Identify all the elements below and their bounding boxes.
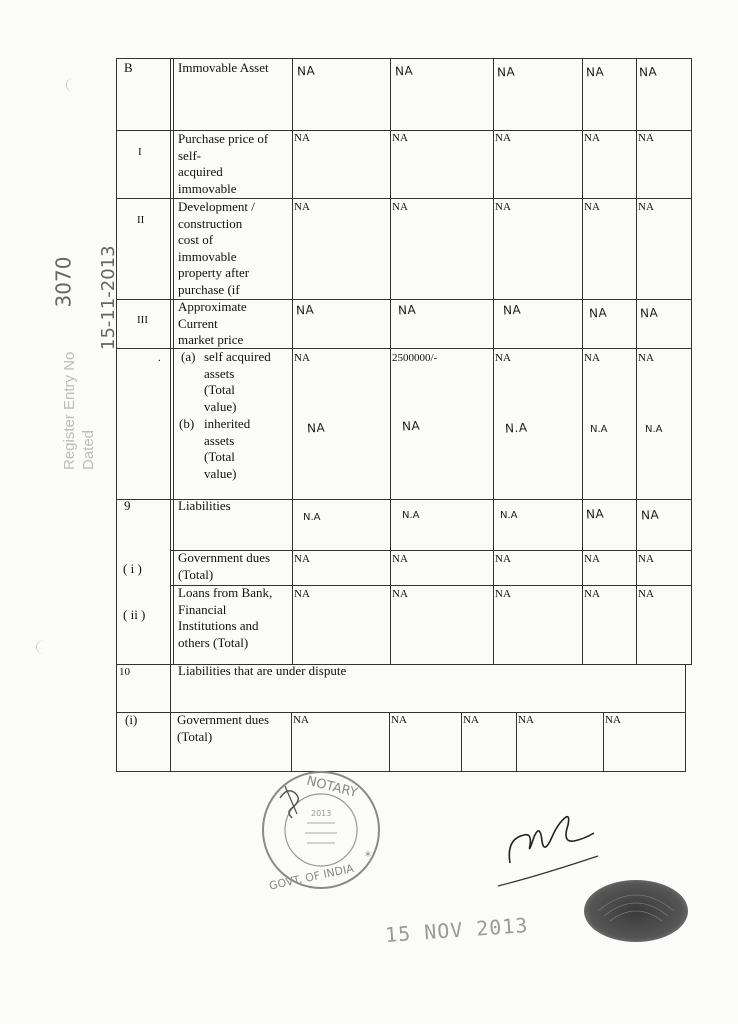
row-ii-value: NA xyxy=(584,201,600,213)
binder-hole xyxy=(66,78,81,92)
register-entry-date: 15-11-2013 xyxy=(98,245,119,350)
row-9ii-line: others (Total) xyxy=(178,634,249,650)
row-9i-value: NA xyxy=(638,553,654,565)
row-market-b-line: assets xyxy=(204,432,235,448)
row-ii-value: NA xyxy=(392,201,408,213)
section-b-value: NA xyxy=(394,63,414,79)
row-market-b-label: (b) xyxy=(179,416,195,431)
row-i-line: Purchase price of xyxy=(178,131,269,146)
row-market-a-line: value) xyxy=(204,398,237,414)
binder-hole xyxy=(36,640,51,654)
section-b-value: NA xyxy=(296,63,316,79)
row-iii-line: Approximate xyxy=(178,299,247,314)
row-iii-value: NA xyxy=(588,305,608,321)
row-market-b-line: inherited xyxy=(204,416,251,431)
row-market-a-value: NA xyxy=(638,352,654,364)
row-iii-line: market price xyxy=(178,332,244,347)
row-9ii-value: NA xyxy=(392,588,408,600)
row-ii-line: Development / xyxy=(178,199,255,214)
row-ii-label: II xyxy=(137,214,145,226)
row-ii-line: cost of xyxy=(178,232,214,247)
rule xyxy=(691,58,692,664)
section-b-value: NA xyxy=(496,64,516,80)
row-iii-value: NA xyxy=(397,302,417,318)
row-i-line: acquired xyxy=(178,164,223,179)
rule xyxy=(461,712,462,771)
row-i-value: NA xyxy=(495,132,511,144)
row-9ii-line: Institutions and xyxy=(178,618,259,633)
rule xyxy=(582,58,583,664)
row-market-a-value: NA xyxy=(495,352,511,364)
section-b-title: Immovable Asset xyxy=(178,60,269,75)
row-10i-line: Government dues xyxy=(177,712,270,727)
row-market-a-description xyxy=(204,349,290,415)
rule xyxy=(685,664,686,771)
section-9-value: NA xyxy=(585,506,605,522)
section-9-label: 9 xyxy=(124,498,131,513)
row-market-a-value: NA xyxy=(294,352,310,364)
thumbprint xyxy=(580,876,692,946)
row-ii-line: purchase (if xyxy=(178,281,240,297)
section-10-title: Liabilities that are under dispute xyxy=(178,663,347,678)
register-dated-line: Dated xyxy=(80,429,97,470)
rule xyxy=(116,58,692,59)
register-entry-line: Register Entry No xyxy=(61,351,78,470)
row-market-b-description xyxy=(204,416,290,482)
row-market-a-line: assets xyxy=(204,365,235,381)
row-9ii-description xyxy=(178,585,290,651)
rule xyxy=(636,58,637,664)
row-9i-value: NA xyxy=(584,553,600,565)
rule xyxy=(390,58,391,664)
row-iii-value: NA xyxy=(639,305,659,321)
row-iii-value: NA xyxy=(295,302,315,318)
row-market-b-line: (Total xyxy=(204,449,235,464)
row-9ii-line: Loans from Bank, xyxy=(178,585,273,600)
row-market-a-value: 2500000/- xyxy=(392,352,438,364)
row-market-b-value: N.A xyxy=(504,420,528,436)
row-9i-line: Government dues xyxy=(178,550,271,565)
row-market-a-line: self acquired xyxy=(204,349,271,364)
row-market-a-value: NA xyxy=(584,352,600,364)
row-9i-value: NA xyxy=(294,553,310,565)
row-ii-line: property after xyxy=(178,265,250,280)
row-iii-value: NA xyxy=(502,302,522,318)
register-entry-number: 3070 xyxy=(51,256,76,308)
row-9ii-value: NA xyxy=(638,588,654,600)
section-9-value: N.A xyxy=(303,512,321,523)
row-market-b-value: N.A xyxy=(645,424,663,435)
row-9ii-value: NA xyxy=(294,588,310,600)
row-9i-description xyxy=(178,550,290,583)
rule xyxy=(170,664,171,771)
row-9ii-line: Financial xyxy=(178,601,227,617)
rule xyxy=(116,771,686,772)
row-10i-value: NA xyxy=(605,714,621,726)
row-market-b-line: value) xyxy=(204,465,237,481)
row-market-marker: . xyxy=(158,352,161,364)
row-i-value: NA xyxy=(584,132,600,144)
row-ii-description xyxy=(178,199,290,298)
section-9-value: N.A xyxy=(500,510,518,521)
row-9i-value: NA xyxy=(495,553,511,565)
row-i-value: NA xyxy=(392,132,408,144)
row-10i-description xyxy=(177,712,289,745)
rule xyxy=(603,712,604,771)
row-i-description xyxy=(178,131,290,197)
rule xyxy=(173,58,174,664)
row-iii-label: III xyxy=(137,314,148,326)
section-9-title: Liabilities xyxy=(178,498,231,513)
section-9-value: NA xyxy=(640,507,660,523)
row-10i-value: NA xyxy=(293,714,309,726)
notary-seal-bottom: GOVT. OF INDIA xyxy=(267,861,355,893)
row-market-b-value: NA xyxy=(306,420,326,436)
row-market-a-label: (a) xyxy=(181,349,196,364)
row-9ii-value: NA xyxy=(584,588,600,600)
row-market-b-value: NA xyxy=(401,418,421,434)
row-i-line: immovable xyxy=(178,180,237,196)
section-b-value: NA xyxy=(638,64,658,80)
rule xyxy=(116,58,117,771)
row-10i-value: NA xyxy=(518,714,534,726)
rule xyxy=(292,58,293,664)
row-10i-line: (Total) xyxy=(177,728,213,744)
notary-seal-year: 2013 xyxy=(311,809,332,818)
row-ii-value: NA xyxy=(495,201,511,213)
section-9-value: N.A xyxy=(402,510,420,521)
row-iii-line: Current xyxy=(178,315,218,331)
date-stamp: 15 NOV 2013 xyxy=(384,913,530,947)
row-i-line: self- xyxy=(178,147,202,163)
row-market-b-value: N.A xyxy=(590,424,608,435)
notary-seal-top: NOTARY xyxy=(304,773,360,801)
rule xyxy=(170,58,171,664)
section-10-label: 10 xyxy=(119,666,130,678)
row-ii-line: construction xyxy=(178,215,243,231)
row-9ii-value: NA xyxy=(495,588,511,600)
row-10i-value: NA xyxy=(391,714,407,726)
rule xyxy=(493,58,494,664)
row-ii-line: immovable xyxy=(178,248,237,264)
section-b-value: NA xyxy=(585,64,605,80)
row-iii-description xyxy=(178,299,290,349)
row-9ii-label: ( ii ) xyxy=(123,607,146,622)
section-b-label: B xyxy=(124,60,133,75)
rule xyxy=(291,712,292,771)
row-i-label: I xyxy=(138,146,142,158)
row-9i-value: NA xyxy=(392,553,408,565)
notary-seal xyxy=(255,768,395,898)
rule xyxy=(389,712,390,771)
row-9i-label: ( i ) xyxy=(123,561,142,576)
row-i-value: NA xyxy=(294,132,310,144)
row-ii-value: NA xyxy=(294,201,310,213)
row-10i-value: NA xyxy=(463,714,479,726)
row-9i-line: (Total) xyxy=(178,566,214,582)
row-10i-label: (i) xyxy=(125,712,138,727)
rule xyxy=(516,712,517,771)
row-i-value: NA xyxy=(638,132,654,144)
row-market-a-line: (Total xyxy=(204,382,235,397)
row-ii-value: NA xyxy=(638,201,654,213)
svg-text:*: * xyxy=(365,849,371,863)
